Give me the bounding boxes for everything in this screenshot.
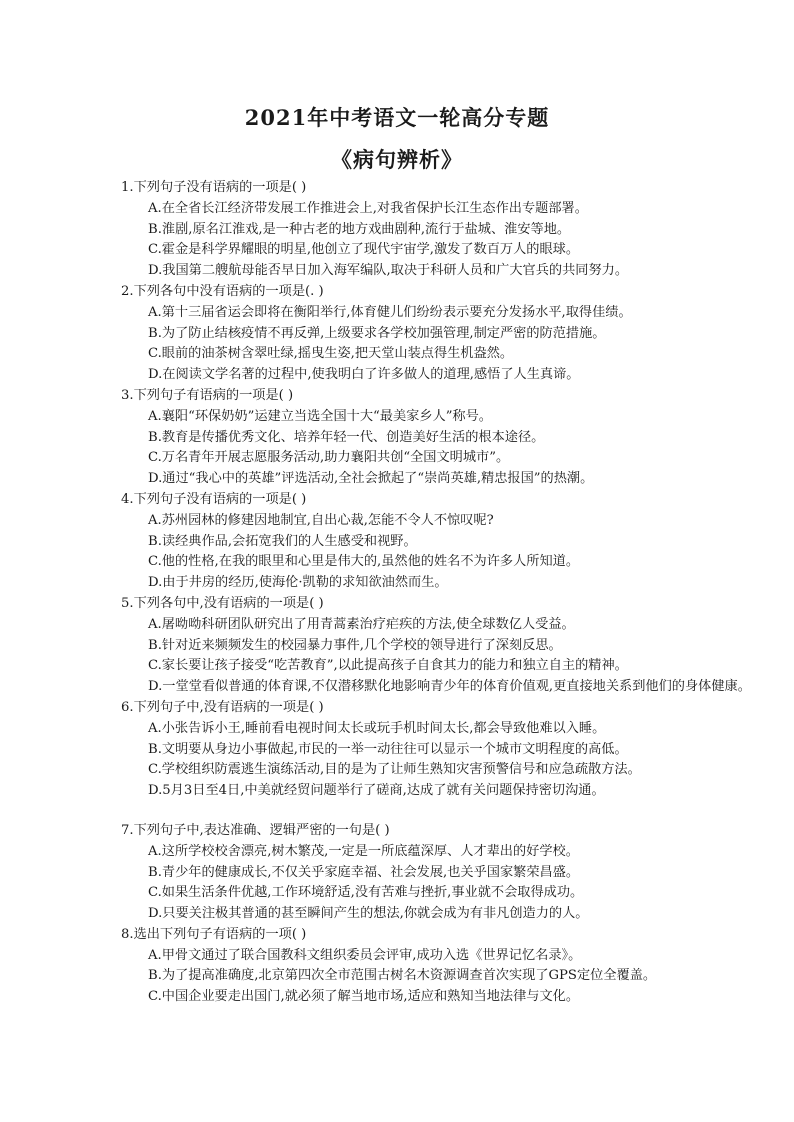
option-c: C.他的性格,在我的眼里和心里是伟大的,虽然他的姓名不为许多人所知道。 bbox=[148, 554, 580, 570]
option-a: A.苏州园林的修建因地制宜,自出心裁,怎能不令人不惊叹呢? bbox=[148, 512, 494, 528]
option-b: B.针对近来频频发生的校园暴力事件,几个学校的领导进行了深刻反思。 bbox=[148, 637, 562, 653]
question-3 bbox=[121, 386, 761, 490]
option-a: A.襄阳“环保奶奶”运建立当选全国十大“最美家乡人”称号。 bbox=[148, 408, 492, 424]
question-stem: 5.下列各句中,没有语病的一项是( ) bbox=[121, 595, 324, 611]
option-b: B.为了提高准确度,北京第四次全市范围古树名木资源调查首次实现了GPS定位全覆盖。 bbox=[148, 968, 657, 984]
question-stem: 2.下列各句中没有语病的一项是(. ) bbox=[121, 283, 324, 299]
question-stem: 4.下列句子没有语病的一项是( ) bbox=[121, 491, 307, 507]
question-7 bbox=[121, 821, 761, 925]
question-stem: 3.下列句子有语病的一项是( ) bbox=[121, 387, 294, 403]
question-5 bbox=[121, 594, 761, 698]
option-d: D.我国第二艘航母能否早日加入海军编队,取决于科研人员和广大官兵的共同努力。 bbox=[148, 263, 629, 279]
option-b: B.教育是传播优秀文化、培养年轻一代、创造美好生活的根本途径。 bbox=[148, 429, 545, 445]
question-stem: 1.下列句子没有语病的一项是( ) bbox=[121, 180, 307, 195]
option-c: C.万名青年开展志愿服务活动,助力襄阳共创“全国文明城市”。 bbox=[148, 450, 510, 466]
option-d: D.在阅读文学名著的过程中,使我明白了许多做人的道理,感悟了人生真谛。 bbox=[148, 367, 580, 383]
option-d: D.通过“我心中的英雄”评选活动,全社会掀起了“崇尚英雄,精忠报国”的热潮。 bbox=[148, 471, 594, 487]
option-c: C.眼前的油茶树含翠吐绿,摇曳生姿,把天堂山装点得生机盎然。 bbox=[148, 346, 514, 362]
question-8 bbox=[121, 925, 761, 1008]
option-b: B.淮剧,原名江淮戏,是一种古老的地方戏曲剧种,流行于盐城、淮安等地。 bbox=[148, 221, 571, 237]
option-a: A.屠呦呦科研团队研究出了用青蒿素治疗疟疾的方法,使全球数亿人受益。 bbox=[148, 616, 575, 632]
question-6 bbox=[121, 698, 761, 802]
question-stem: 7.下列句子中,表达准确、逻辑严密的一句是( ) bbox=[121, 822, 390, 838]
option-c: C.中国企业要走出国门,就必须了解当地市场,适应和熟知当地法律与文化。 bbox=[148, 989, 580, 1005]
option-b: B.为了防止结核疫情不再反弹,上级要求各学校加强管理,制定严密的防范措施。 bbox=[148, 325, 606, 341]
question-4 bbox=[121, 490, 761, 594]
option-b: B.读经典作品,会拓宽我们的人生感受和视野。 bbox=[148, 533, 417, 549]
question-2 bbox=[121, 282, 761, 386]
question-stem: 6.下列句子中,没有语病的一项是( ) bbox=[121, 699, 324, 715]
option-b: B.文明要从身边小事做起,市民的一举一动往往可以显示一个城市文明程度的高低。 bbox=[148, 741, 628, 757]
document-subtitle: 《病句辨析》 bbox=[331, 147, 463, 172]
document-title: 2021年中考语文一轮高分专题 bbox=[244, 105, 550, 130]
option-c: C.霍金是科学界耀眼的明星,他创立了现代宇宙学,激发了数百万人的眼球。 bbox=[148, 242, 580, 258]
question-1 bbox=[121, 178, 761, 282]
option-d: D.只要关注极其普通的甚至瞬间产生的想法,你就会成为有非凡创造力的人。 bbox=[148, 906, 589, 922]
option-a: A.第十三届省运会即将在衡阳举行,体育健儿们纷纷表示要充分发扬水平,取得佳绩。 bbox=[148, 304, 632, 320]
option-c: C.学校组织防震逃生演练活动,目的是为了让师生熟知灾害预警信号和应急疏散方法。 bbox=[148, 762, 641, 778]
option-b: B.青少年的健康成长,不仅关乎家庭幸福、社会发展,也关乎国家繁荣昌盛。 bbox=[148, 864, 580, 880]
question-stem: 8.选出下列句子有语病的一项( ) bbox=[121, 926, 307, 942]
question-list bbox=[121, 178, 761, 1008]
option-a: A.甲骨文通过了联合国教科文组织委员会评审,成功入选《世界记忆名录》。 bbox=[148, 947, 582, 963]
option-d: D.5月3日至4日,中美就经贸问题举行了磋商,达成了就有关问题保持密切沟通。 bbox=[148, 783, 605, 799]
option-c: C.家长要让孩子接受“吃苦教育”,以此提高孩子自食其力的能力和独立自主的精神。 bbox=[148, 658, 628, 674]
option-a: A.小张告诉小王,睡前看电视时间太长或玩手机时间太长,都会导致他难以入睡。 bbox=[148, 720, 606, 736]
option-a: A.这所学校校舍漂亮,树木繁茂,一定是一所底蕴深厚、人才辈出的好学校。 bbox=[148, 843, 579, 859]
option-a: A.在全省长江经济带发展工作推进会上,对我省保护长江生态作出专题部署。 bbox=[148, 200, 588, 216]
option-d: D.一堂堂看似普通的体育课,不仅潜移默化地影响青少年的体育价值观,更直接地关系到他们的身体健康。 bbox=[148, 679, 751, 695]
option-d: D.由于井房的经历,使海伦·凯勒的求知欲油然而生。 bbox=[148, 575, 448, 591]
option-c: C.如果生活条件优越,工作环境舒适,没有苦难与挫折,事业就不会取得成功。 bbox=[148, 885, 584, 901]
